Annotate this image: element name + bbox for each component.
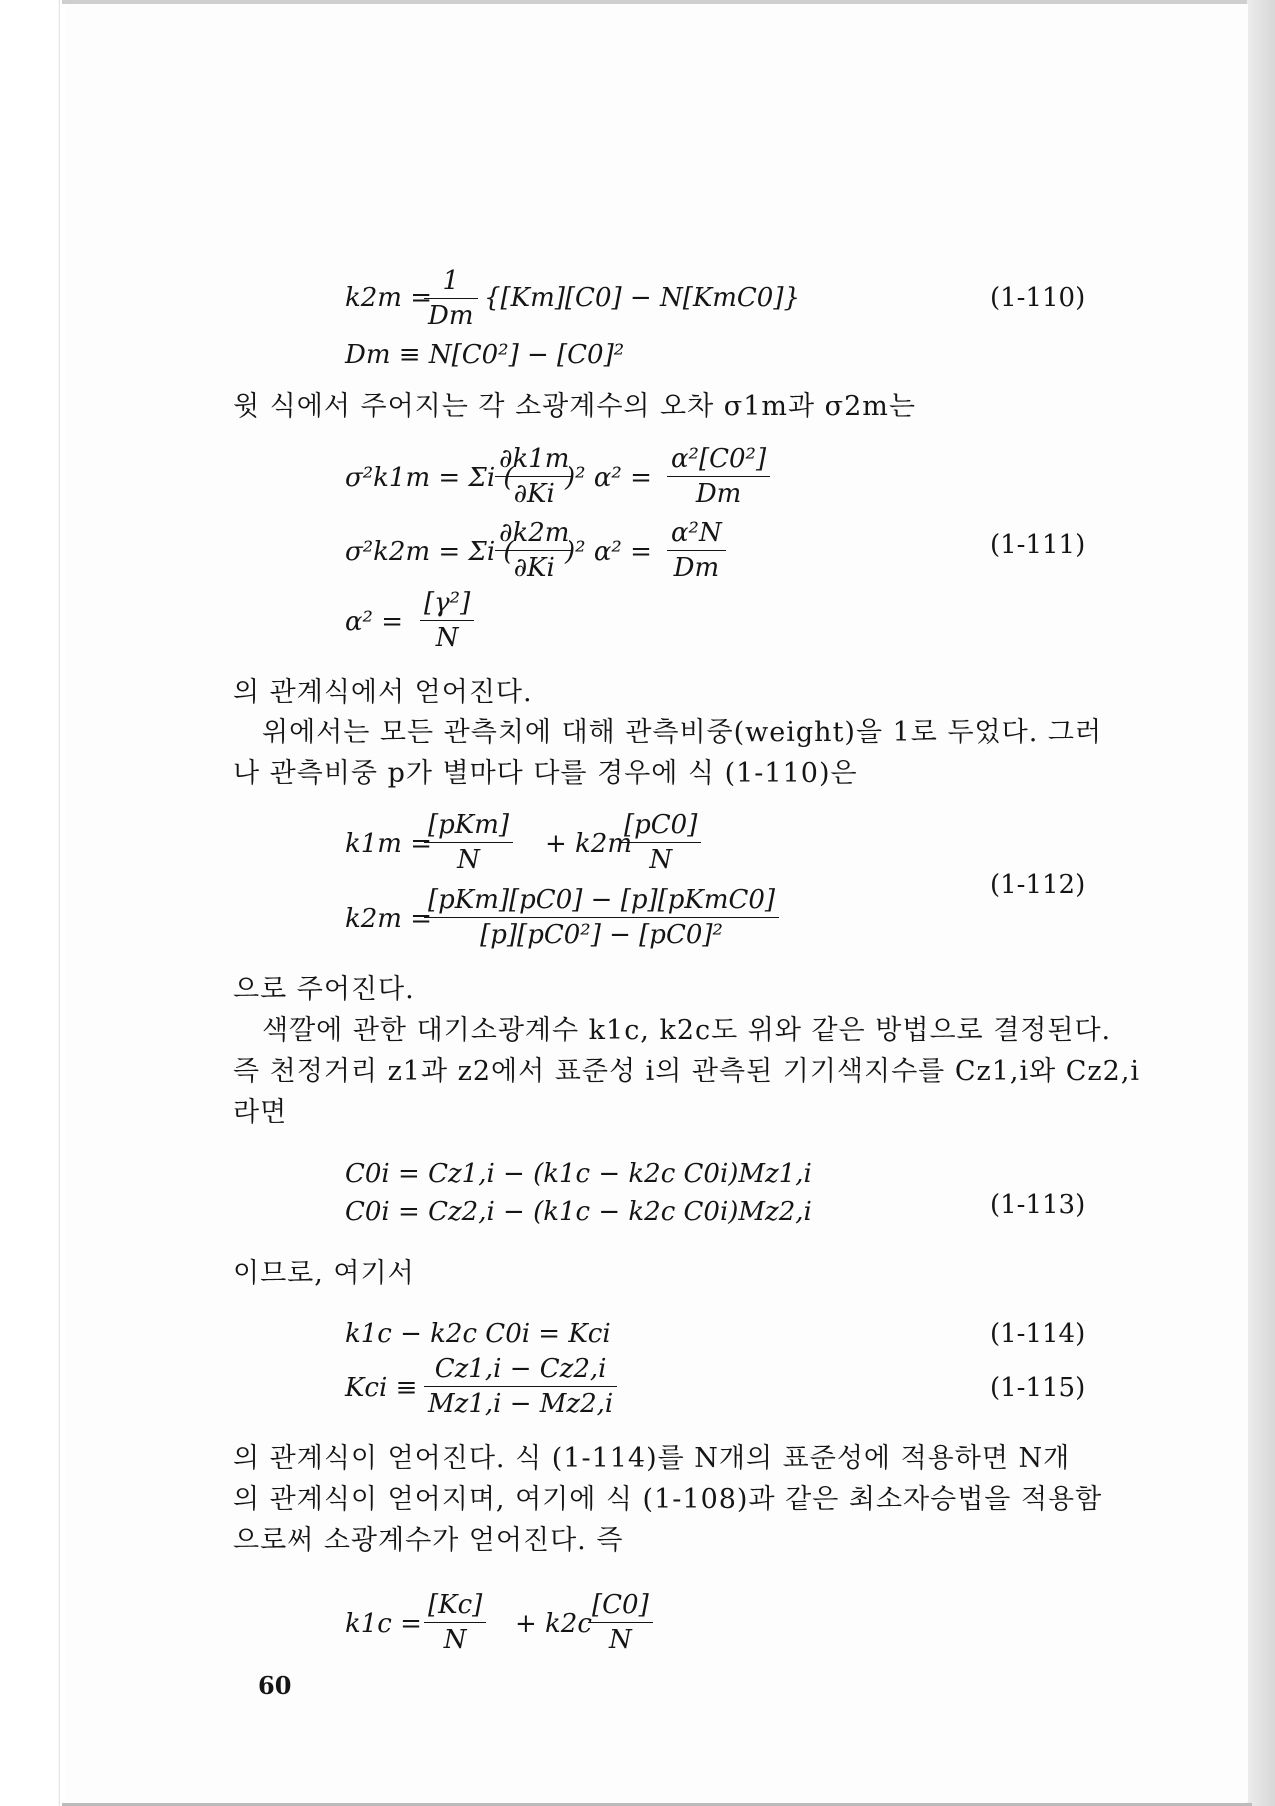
paragraph-text: 위에서는 모든 관측치에 대해 관측비중(weight)을 1로 두었다. 그러 bbox=[262, 717, 1103, 748]
paragraph-text: 의 관계식이 얻어지며, 여기에 식 (1-108)과 같은 최소자승법을 적용함 bbox=[233, 1484, 1103, 1515]
fraction-numerator: [pC0] bbox=[624, 810, 698, 840]
page-left-edge bbox=[0, 0, 60, 1806]
eq-1-111-l2-mid: )² α² = bbox=[565, 537, 652, 567]
eq-1-111-l1-mid: )² α² = bbox=[565, 463, 652, 493]
fraction-denominator: ∂Ki bbox=[495, 550, 573, 583]
eq-1-113-line2: C0i = Cz2,i − (k1c − k2c C0i)Mz2,i bbox=[345, 1197, 812, 1227]
paragraph-text: 윗 식에서 주어지는 각 소광계수의 오차 σ1m과 σ2m는 bbox=[233, 391, 916, 422]
eq-1-112-l2-lhs: k2m = bbox=[345, 904, 433, 934]
paragraph-text: 의 관계식에서 얻어진다. bbox=[233, 677, 533, 708]
fraction-numerator: Cz1,i − Cz2,i bbox=[434, 1354, 607, 1384]
eq-1-112-l1-plus: + k2m bbox=[545, 829, 633, 859]
eq-k1c-fraction2 bbox=[588, 1590, 653, 1655]
fraction-denominator: Mz1,i − Mz2,i bbox=[424, 1386, 617, 1419]
fraction-numerator: [pKm] bbox=[428, 810, 510, 840]
equation-number: (1-110) bbox=[990, 283, 1086, 313]
fraction-numerator: [γ²] bbox=[424, 588, 471, 618]
fraction-numerator: ∂k1m bbox=[499, 444, 570, 474]
fraction-denominator: N bbox=[420, 620, 474, 653]
eq-1-111-l1-derivative bbox=[495, 444, 573, 509]
eq-1-115-fraction bbox=[424, 1354, 617, 1419]
eq-1-114-line: k1c − k2c C0i = Kci bbox=[345, 1319, 611, 1349]
eq-1-110-lhs: k2m = bbox=[345, 283, 433, 313]
page-number: 60 bbox=[258, 1671, 292, 1700]
eq-1-112-l1-fraction2 bbox=[620, 810, 701, 875]
paragraph-text: 으로써 소광계수가 얻어진다. 즉 bbox=[233, 1525, 624, 1556]
eq-1-111-l2-derivative bbox=[495, 518, 573, 583]
equation-number: (1-113) bbox=[990, 1190, 1086, 1220]
paragraph-text: 의 관계식이 얻어진다. 식 (1-114)를 N개의 표준성에 적용하면 N개 bbox=[233, 1443, 1071, 1474]
eq-1-111-l1-result bbox=[667, 444, 770, 509]
fraction-denominator: Dm bbox=[667, 476, 770, 509]
eq-1-112-l2-fraction bbox=[424, 885, 779, 950]
eq-1-112-l1-fraction1 bbox=[424, 810, 513, 875]
paragraph-text: 즉 천정거리 z1과 z2에서 표준성 i의 관측된 기기색지수를 Cz1,i와 Cz2,i bbox=[233, 1056, 1141, 1087]
eq-k1c-plus: + k2c bbox=[515, 1609, 592, 1639]
fraction-numerator: α²[C0²] bbox=[671, 444, 767, 474]
fraction-denominator: ∂Ki bbox=[495, 476, 573, 509]
eq-1-112-l1-lhs: k1m = bbox=[345, 829, 433, 859]
eq-1-113-line1: C0i = Cz1,i − (k1c − k2c C0i)Mz1,i bbox=[345, 1159, 812, 1189]
fraction-numerator: [Kc] bbox=[428, 1590, 483, 1620]
fraction-denominator: N bbox=[424, 842, 513, 875]
fraction-numerator: ∂k2m bbox=[499, 518, 570, 548]
eq-1-110-fraction bbox=[424, 266, 478, 331]
fraction-denominator: N bbox=[424, 1622, 486, 1655]
paragraph-text: 라면 bbox=[233, 1097, 288, 1128]
page-right-edge bbox=[1247, 0, 1275, 1806]
equation-number: (1-114) bbox=[990, 1319, 1086, 1349]
eq-k1c-lhs: k1c = bbox=[345, 1609, 422, 1639]
paragraph-text: 으로 주어진다. bbox=[233, 974, 415, 1005]
fraction-numerator: [pKm][pC0] − [p][pKmC0] bbox=[428, 885, 776, 915]
fraction-denominator: Dm bbox=[424, 298, 478, 331]
eq-1-111-l3-lhs: α² = bbox=[345, 607, 404, 637]
equation-number: (1-115) bbox=[990, 1373, 1086, 1403]
eq-1-110-rhs: {[Km][C0] − N[KmC0]} bbox=[484, 283, 801, 313]
eq-1-110-line2: Dm ≡ N[C0²] − [C0]² bbox=[345, 340, 625, 370]
eq-1-111-l2-result bbox=[667, 518, 726, 583]
equation-number: (1-112) bbox=[990, 870, 1086, 900]
fraction-denominator: [p][pC0²] − [pC0]² bbox=[424, 917, 779, 950]
eq-k1c-fraction1 bbox=[424, 1590, 486, 1655]
fraction-denominator: Dm bbox=[667, 550, 726, 583]
paragraph-text: 색깔에 관한 대기소광계수 k1c, k2c도 위와 같은 방법으로 결정된다. bbox=[262, 1015, 1112, 1046]
fraction-denominator: N bbox=[588, 1622, 653, 1655]
equation-number: (1-111) bbox=[990, 530, 1086, 560]
eq-1-111-l3-fraction bbox=[420, 588, 474, 653]
eq-1-111-l1-lhs: σ²k1m = Σi ( bbox=[345, 463, 514, 493]
fraction-denominator: N bbox=[620, 842, 701, 875]
fraction-numerator: α²N bbox=[671, 518, 722, 548]
fraction-numerator: 1 bbox=[442, 266, 460, 296]
fraction-numerator: [C0] bbox=[592, 1590, 649, 1620]
eq-1-115-lhs: Kci ≡ bbox=[345, 1373, 418, 1403]
paragraph-text: 나 관측비중 p가 별마다 다를 경우에 식 (1-110)은 bbox=[233, 758, 858, 789]
paragraph-text: 이므로, 여기서 bbox=[233, 1258, 415, 1289]
eq-1-111-l2-lhs: σ²k2m = Σi ( bbox=[345, 537, 514, 567]
